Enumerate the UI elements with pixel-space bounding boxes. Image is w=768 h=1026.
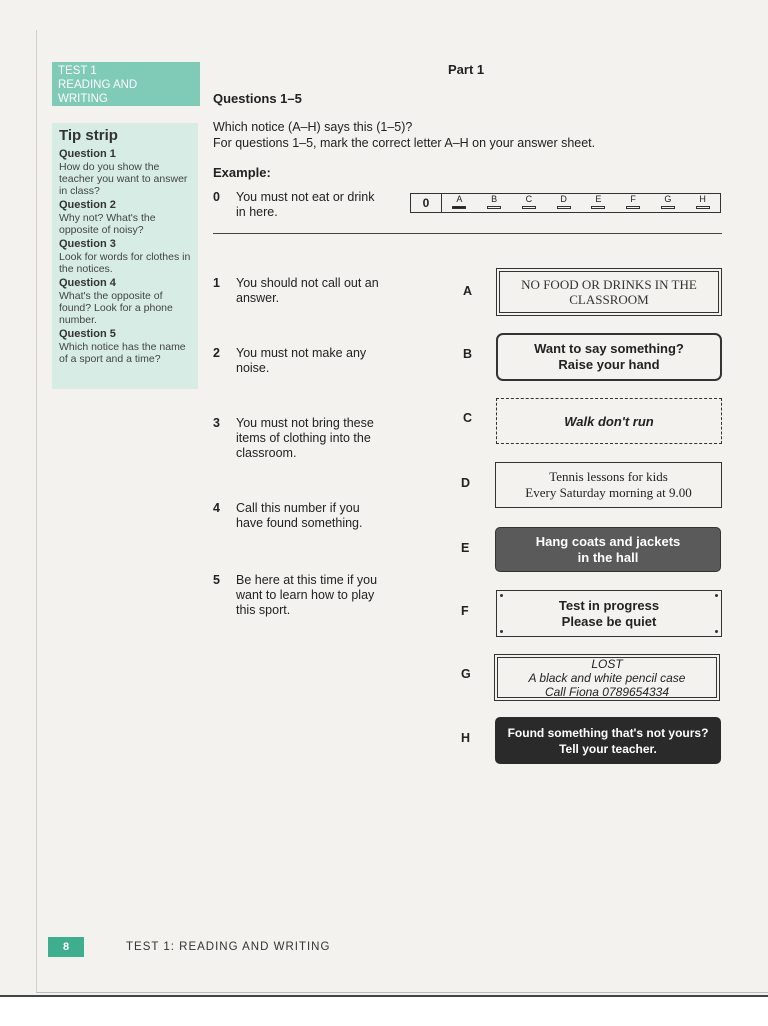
question-number: 4 xyxy=(213,501,220,515)
notice-line: in the hall xyxy=(577,549,639,565)
answer-lozenge xyxy=(696,206,710,209)
notice-line: Want to say something? xyxy=(534,341,684,356)
notice-line: Every Saturday morning at 9.00 xyxy=(525,485,692,500)
notice-line: NO FOOD OR DRINKS IN THE xyxy=(521,277,697,292)
notice-e xyxy=(495,527,721,572)
option-letter: A xyxy=(456,194,463,204)
notice-d xyxy=(495,462,722,508)
tip-item xyxy=(59,148,191,197)
question-text: Be here at this time if you want to learn how to play this sport. xyxy=(236,573,378,617)
notice-letter: C xyxy=(463,411,473,425)
answer-number: 0 xyxy=(411,194,442,212)
notice-a xyxy=(496,268,722,316)
notice-line: Raise your hand xyxy=(558,357,660,372)
notice-letter: D xyxy=(461,476,471,490)
notice-line: Walk don't run xyxy=(564,413,654,429)
question-text: You should not call out an answer. xyxy=(236,276,379,305)
tip-text: Which notice has the name of a sport and a time? xyxy=(59,341,186,365)
footer-title: TEST 1: READING AND WRITING xyxy=(126,941,331,953)
notice-line: Found something that's not yours? xyxy=(507,725,709,740)
notice-letter: B xyxy=(463,347,473,361)
notice-letter: E xyxy=(461,541,470,555)
example-answer-box xyxy=(410,193,721,213)
tip-text: How do you show the teacher you want to answer in class? xyxy=(59,161,188,197)
option-letter: D xyxy=(560,194,567,204)
notice-line: Hang coats and jackets xyxy=(535,533,681,549)
answer-lozenge xyxy=(557,206,571,209)
question-number: 3 xyxy=(213,416,220,430)
question-text: You must not bring these items of clothing into the classroom. xyxy=(236,416,374,460)
answer-option-d[interactable] xyxy=(546,194,581,212)
tip-question-label: Question 5 xyxy=(59,328,116,340)
example-title: Example: xyxy=(213,165,271,180)
question-number: 2 xyxy=(213,346,220,360)
tip-text: Look for words for clothes in the notices. xyxy=(59,251,191,275)
section-divider xyxy=(213,233,722,234)
answer-option-e[interactable] xyxy=(581,194,616,212)
notice-line: Please be quiet xyxy=(561,613,657,629)
notice-line: Test in progress xyxy=(558,597,660,613)
test-label-line: TEST 1 xyxy=(58,65,97,77)
question-text: Call this number if you have found something. xyxy=(236,501,363,530)
tip-question-label: Question 3 xyxy=(59,238,116,250)
answer-lozenge xyxy=(452,206,466,209)
notice-letter: H xyxy=(461,731,471,745)
tip-item xyxy=(59,238,191,275)
notice-f xyxy=(496,590,722,637)
question-number: 1 xyxy=(213,276,220,290)
notice-letter: A xyxy=(463,284,473,298)
corner-dot xyxy=(715,594,718,597)
option-letter: E xyxy=(595,194,602,204)
notice-line: Tennis lessons for kids xyxy=(549,469,668,484)
tip-text: What's the opposite of found? Look for a phone number. xyxy=(59,290,173,326)
answer-lozenge xyxy=(661,206,675,209)
notice-b xyxy=(496,333,722,381)
answer-option-f[interactable] xyxy=(616,194,651,212)
tip-question-label: Question 2 xyxy=(59,199,116,211)
answer-option-g[interactable] xyxy=(651,194,686,212)
tip-item xyxy=(59,328,191,365)
notice-line: Tell your teacher. xyxy=(559,741,657,756)
tip-strip-title: Tip strip xyxy=(59,127,118,144)
test-section-label xyxy=(52,62,200,106)
notice-letter: F xyxy=(461,604,469,618)
answer-option-b[interactable] xyxy=(477,194,512,212)
tip-question-label: Question 4 xyxy=(59,277,116,289)
option-letter: B xyxy=(491,194,498,204)
test-label-line: WRITING xyxy=(58,93,108,105)
notice-g xyxy=(494,654,720,701)
example-number: 0 xyxy=(213,190,220,204)
corner-dot xyxy=(500,594,503,597)
option-letter: F xyxy=(630,194,636,204)
option-letter: G xyxy=(664,194,672,204)
corner-dot xyxy=(500,630,503,633)
answer-option-h[interactable] xyxy=(685,194,720,212)
page-edge xyxy=(0,995,768,1026)
answer-option-c[interactable] xyxy=(512,194,547,212)
instruction-text: For questions 1–5, mark the correct letter A–H on your answer sheet. xyxy=(213,136,596,150)
example-text: You must not eat or drink in here. xyxy=(236,190,375,219)
questions-title: Questions 1–5 xyxy=(213,91,302,106)
answer-lozenge xyxy=(487,206,501,209)
test-label-line: READING AND xyxy=(58,79,138,91)
answer-lozenge xyxy=(522,206,536,209)
part-title: Part 1 xyxy=(448,62,485,77)
corner-dot xyxy=(715,630,718,633)
tip-question-label: Question 1 xyxy=(59,148,116,160)
notice-c xyxy=(496,398,722,444)
question-text: You must not make any noise. xyxy=(236,346,367,375)
page-number: 8 xyxy=(48,937,84,957)
question-number: 5 xyxy=(213,573,220,587)
answer-lozenge xyxy=(626,206,640,209)
tip-strip xyxy=(52,123,198,389)
option-letter: C xyxy=(525,194,533,204)
answer-option-a[interactable] xyxy=(442,194,477,212)
notice-line: Call Fiona 0789654334 xyxy=(544,684,670,699)
instruction-text: Which notice (A–H) says this (1–5)? xyxy=(213,120,413,134)
notice-line: A black and white pencil case xyxy=(528,670,686,685)
notice-line: CLASSROOM xyxy=(569,292,649,307)
tip-text: Why not? What's the opposite of noisy? xyxy=(59,212,156,236)
answer-lozenge xyxy=(591,206,605,209)
option-letter: H xyxy=(699,194,706,204)
tip-item xyxy=(59,199,191,236)
notice-line: LOST xyxy=(591,656,623,671)
notice-letter: G xyxy=(461,667,471,681)
tip-item xyxy=(59,277,191,326)
notice-h xyxy=(495,717,721,764)
